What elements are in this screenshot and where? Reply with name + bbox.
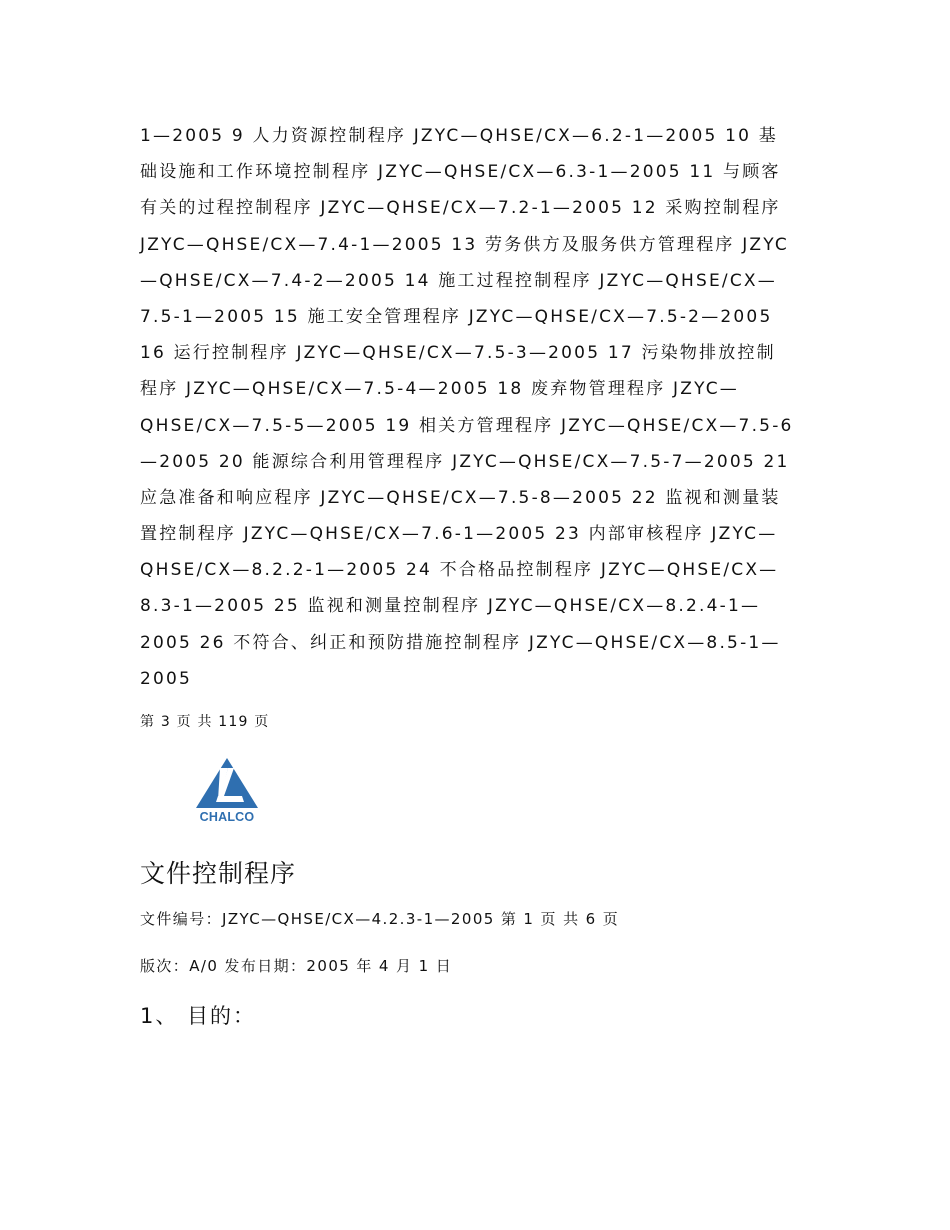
body-line: 础设施和工作环境控制程序 JZYC—QHSE/CX—6.3-1—2005 11 与顾客 <box>140 162 781 183</box>
body-line: 应急准备和响应程序 JZYC—QHSE/CX—7.5-8—2005 22 监视和测量装 <box>140 487 781 508</box>
body-line: 置控制程序 JZYC—QHSE/CX—7.6-1—2005 23 内部审核程序 JZYC— <box>140 524 778 545</box>
body-line: —QHSE/CX—7.4-2—2005 14 施工过程控制程序 JZYC—QHSE/CX— <box>140 270 777 291</box>
body-line: 程序 JZYC—QHSE/CX—7.5-4—2005 18 废弃物管理程序 JZYC— <box>140 379 740 400</box>
chalco-logo-icon <box>194 756 260 810</box>
body-line: 1—2005 9 人力资源控制程序 JZYC—QHSE/CX—6.2-1—2005 10 基 <box>140 126 778 146</box>
section-heading-purpose: 1、 目的： <box>140 1004 257 1028</box>
body-line: 有关的过程控制程序 JZYC—QHSE/CX—7.2-1—2005 12 采购控制程序 <box>140 198 781 219</box>
body-line: 7.5-1—2005 15 施工安全管理程序 JZYC—QHSE/CX—7.5-2—2005 <box>140 306 773 327</box>
procedure-list-text <box>140 118 820 697</box>
body-line: JZYC—QHSE/CX—7.4-1—2005 13 劳务供方及服务供方管理程序 JZYC <box>140 234 790 255</box>
body-line: —2005 20 能源综合利用管理程序 JZYC—QHSE/CX—7.5-7—2005 21 <box>140 451 790 472</box>
chalco-logo <box>194 756 260 826</box>
body-line: 8.3-1—2005 25 监视和测量控制程序 JZYC—QHSE/CX—8.2.4-1— <box>140 596 761 617</box>
body-line: 16 运行控制程序 JZYC—QHSE/CX—7.5-3—2005 17 污染物排放控制 <box>140 343 776 364</box>
edition-line: 版次：A/0 发布日期：2005 年 4 月 1 日 <box>140 957 453 975</box>
body-line: QHSE/CX—7.5-5—2005 19 相关方管理程序 JZYC—QHSE/CX—7.5-6 <box>140 415 794 436</box>
body-line: 2005 26 不符合、纠正和预防措施控制程序 JZYC—QHSE/CX—8.5-1— <box>140 632 781 653</box>
body-line: QHSE/CX—8.2.2-1—2005 24 不合格品控制程序 JZYC—QHSE/CX— <box>140 560 779 581</box>
page-number-footer: 第 3 页 共 119 页 <box>140 714 270 730</box>
body-line: 2005 <box>140 668 193 689</box>
logo-wordmark: CHALCO <box>199 810 255 824</box>
document-number-line: 文件编号：JZYC—QHSE/CX—4.2.3-1—2005 第 1 页 共 6 页 <box>140 910 620 928</box>
document-title: 文件控制程序 <box>140 859 297 888</box>
